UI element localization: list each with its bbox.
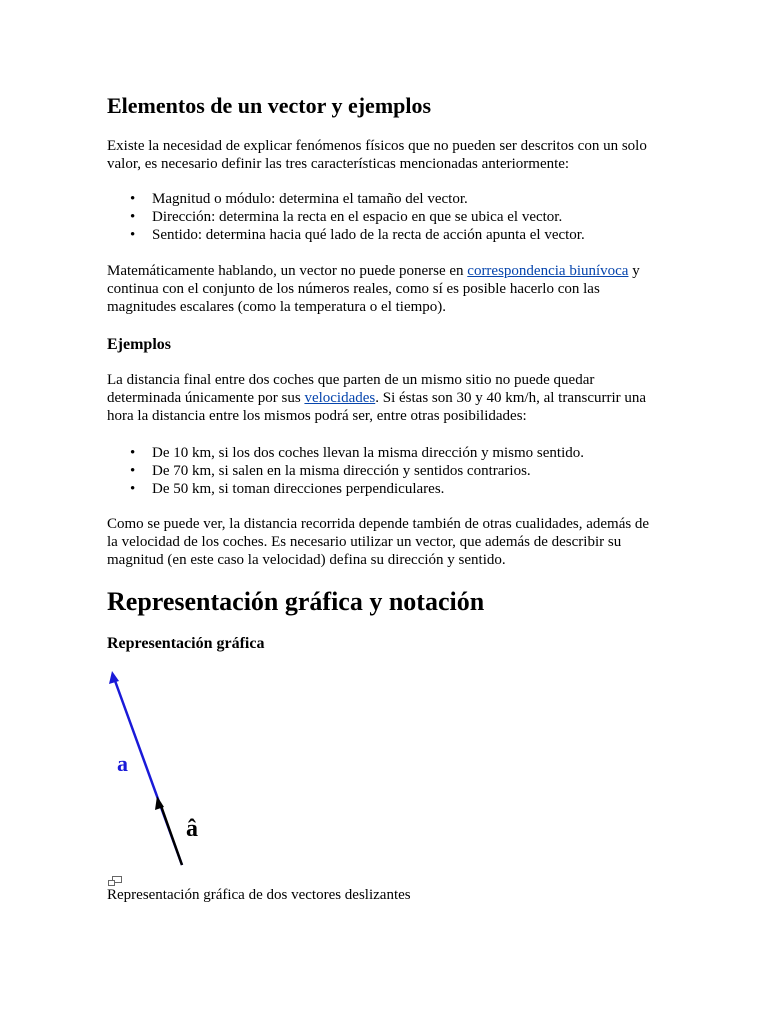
como-paragraph: Como se puede ver, la distancia recorrida depende también de otras cualidades, además de la velocidad de los coches. Es necesario utilizar un vector, que además de describir su magnitud (en este caso la velocidad) defina su dirección y sentido. (107, 516, 650, 568)
figure-caption: Representación gráfica de dos vectores deslizantes (107, 887, 411, 903)
vector-figure (100, 668, 230, 868)
heading-representacion-notacion: Representación gráfica y notación (107, 587, 485, 616)
heading-elementos: Elementos de un vector y ejemplos (107, 93, 432, 118)
heading-ejemplos: Ejemplos (107, 336, 171, 353)
bullet-icon: • (130, 209, 136, 225)
enlarge-icon[interactable] (108, 873, 122, 883)
heading-representacion-grafica: Representación gráfica (107, 635, 265, 652)
unit-vector-label: â (186, 816, 198, 842)
vector-diagram (100, 668, 230, 868)
link-velocidades[interactable]: velocidades (304, 390, 376, 406)
document-page: Elementos de un vector y ejemplos Existe la necesidad de explicar fenómenos físicos que no pueden ser descritos con un solo valor, es necesario definir las tres características mencionadas anteriormente: • Magnitud o módulo: determina el tamaño del vector. • Dirección: determina la recta en el espacio en que se ubica el vector. • Sentido: determina hacia qué lado de la recta de acción apunta el vector. Matemáticamente hablando, un vector no puede ponerse en correspondencia biunívoca y continua con el conjunto de los números reales, como sí es posible hacerlo con las magnitudes escalares (como la temperatura o el tiempo). Ejemplos La distancia final entre dos coches que parten de un mismo sitio no puede quedar determinada únicamente por sus velocidades. Si éstas son 30 y 40 km/h, al transcurrir una hora la distancia entre los mismos podrá ser, entre otras posibilidades: • De 10 km, si los dos coches llevan la misma dirección y mismo sentido. • De 70 km, si salen en la misma dirección y sentidos contrarios. • De 50 km, si toman direcciones perpendiculares. Como se puede ver, la distancia recorrida depende también de otras cualidades, además de la velocidad de los coches. Es necesario utilizar un vector, que además de describir su magnitud (en este caso la velocidad) defina su dirección y sentido. Representación gráfica y notación Representación gráfica a â Representación gráfica de dos vectores deslizantes (0, 0, 768, 1024)
ejemplos-paragraph: La distancia final entre dos coches que parten de un mismo sitio no puede quedar determinada únicamente por sus velocidades. Si éstas son 30 y 40 km/h, al transcurrir una hora la distancia entre los mismos podrá ser, entre otras posibilidades: (107, 372, 647, 424)
bullet-icon: • (130, 463, 136, 479)
link-correspondencia-biunivoca[interactable]: correspondencia biunívoca (467, 263, 629, 279)
math-paragraph: Matemáticamente hablando, un vector no puede ponerse en correspondencia biunívoca y continua con el conjunto de los números reales, como sí es posible hacerlo con las magnitudes escalares (como la temperatura o el tiempo). (107, 263, 640, 315)
bullet-icon: • (130, 481, 136, 497)
bullet-icon: • (130, 191, 136, 207)
bullet-icon: • (130, 227, 136, 243)
vector-a-arrowhead (109, 671, 119, 684)
unit-vector-line (160, 803, 182, 865)
vector-a-label: a (117, 751, 128, 776)
bullet-icon: • (130, 445, 136, 461)
intro-paragraph: Existe la necesidad de explicar fenómenos físicos que no pueden ser descritos con un solo valor, es necesario definir las tres características mencionadas anteriormente: (107, 138, 647, 172)
